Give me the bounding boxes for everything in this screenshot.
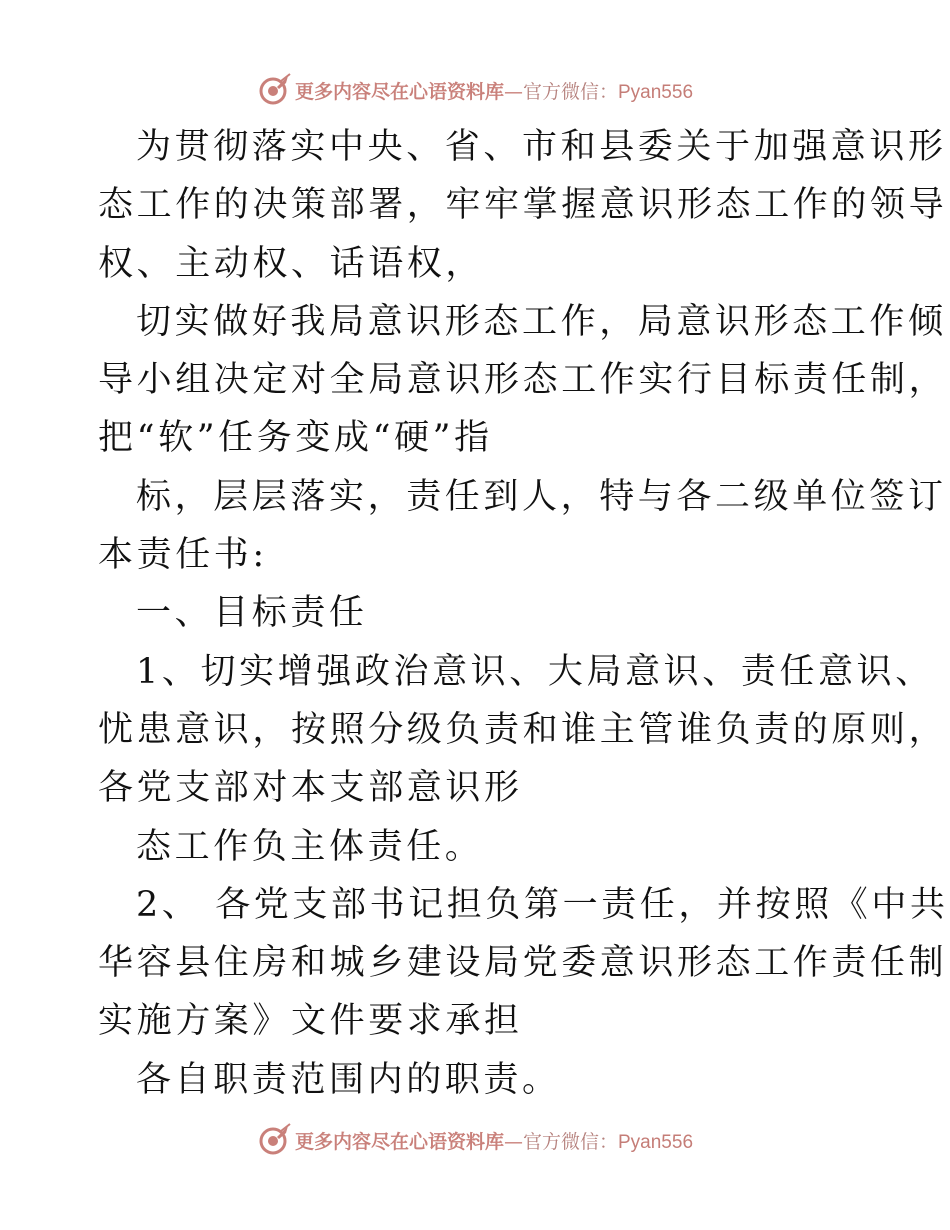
paragraph-line: 态工作的决策部署，牢牢掌握意识形态工作的领导 [98, 185, 948, 226]
feather-circle-logo-icon [257, 1123, 291, 1157]
paragraph-line: 为贯彻落实中央、省、市和县委关于加强意识形 [136, 127, 947, 167]
paragraph-line: 权、主动权、话语权， [98, 243, 485, 284]
watermark-main-text: 更多内容尽在心语资料库 [294, 80, 504, 103]
paragraph-line: 各党支部对本支部意识形 [98, 768, 523, 809]
paragraph-line: 2、 各党支部书记担负第一责任，并按照《中共 [136, 884, 949, 925]
watermark-sub-text: 官方微信： [522, 80, 618, 103]
paragraph-line: 导小组决定对全局意识形态工作实行目标责任制， [98, 360, 948, 401]
watermark-dash: — [503, 80, 523, 103]
watermark-main-text: 更多内容尽在心语资料库 [294, 1130, 504, 1153]
paragraph-line: 本责任书: [98, 535, 268, 576]
paragraph-line: 标，层层落实，责任到人，特与各二级单位签订 [136, 476, 947, 517]
paragraph-line: 忧患意识，按照分级负责和谁主管谁负责的原则， [98, 709, 948, 750]
paragraph-line: 华容县住房和城乡建设局党委意识形态工作责任制 [98, 943, 948, 984]
watermark-dash: — [503, 1130, 523, 1153]
document-body [98, 118, 949, 1109]
watermark-handle: Pyan556 [618, 1131, 694, 1153]
watermark-footer [0, 1120, 950, 1160]
watermark-sub-text: 官方微信： [522, 1130, 618, 1153]
paragraph-line: 1、切实增强政治意识、大局意识、责任意识、 [136, 651, 934, 692]
paragraph-line: 态工作负主体责任。 [136, 826, 484, 867]
paragraph-line: 各自职责范围内的职责。 [136, 1059, 561, 1100]
paragraph-line: 把“软”任务变成“硬”指 [98, 418, 493, 459]
feather-circle-logo-icon [257, 73, 291, 107]
section-heading: 一、目标责任 [136, 593, 368, 634]
watermark-header [0, 70, 950, 110]
watermark-handle: Pyan556 [618, 81, 694, 103]
paragraph-line: 实施方案》文件要求承担 [98, 1001, 523, 1042]
paragraph-line: 切实做好我局意识形态工作，局意识形态工作倾 [136, 301, 947, 342]
